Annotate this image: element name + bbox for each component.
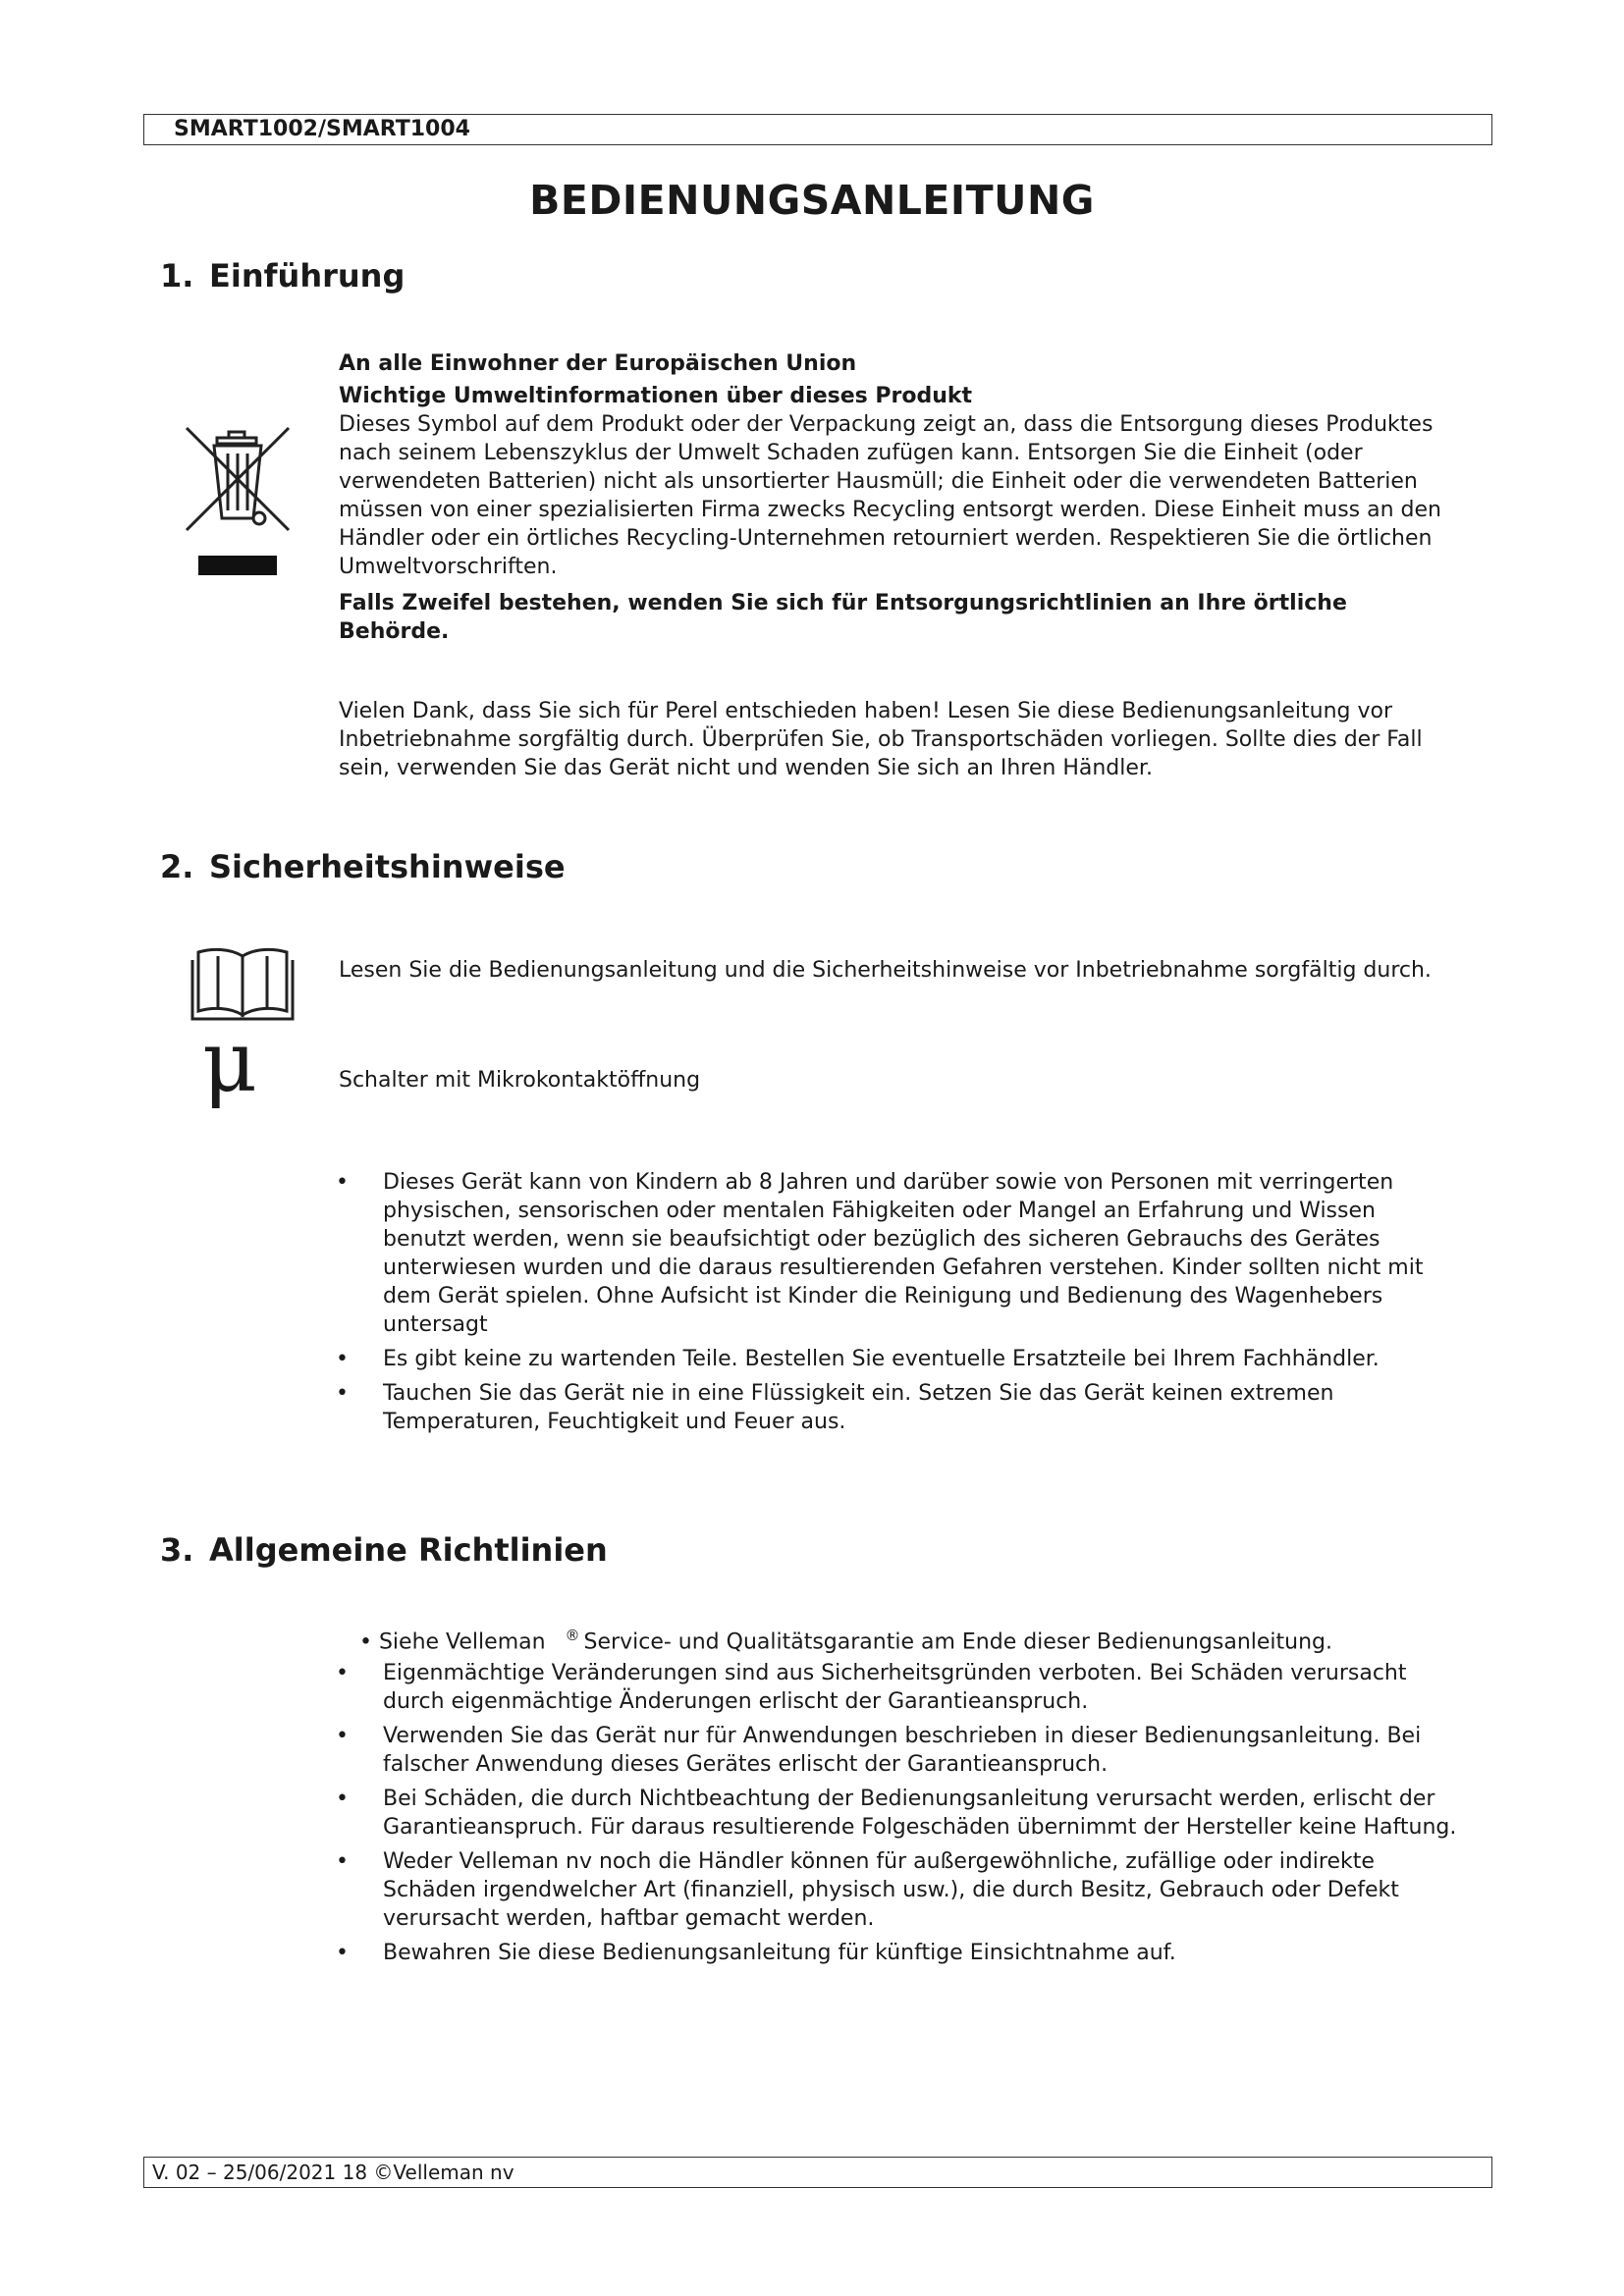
weee-bin-icon [185, 424, 297, 579]
guidelines-bullet-list [334, 1659, 1463, 1973]
bullet-icon: • [336, 1724, 349, 1748]
page-footer [143, 2157, 1492, 2188]
section-3-title: Allgemeine Richtlinien [209, 1531, 608, 1569]
list-item-text: Weder Velleman nv noch die Händler können für außergewöhnliche, zufällige oder indirekte Schäden irgendwelcher Art (finanziell, physisch usw.), die durch Besitz, Gebrauch oder Defekt verursacht werden, haftbar gemacht werden. [383, 1849, 1399, 1931]
list-item [334, 1722, 1463, 1779]
list-item [334, 1168, 1463, 1339]
bullet-icon: • [336, 1170, 349, 1195]
section-1-heading [160, 257, 405, 294]
registered-mark: ® [565, 1627, 580, 1644]
section-1-number: 1. [160, 257, 194, 294]
bullet-icon: • [336, 1849, 349, 1874]
list-item [334, 1659, 1463, 1716]
thanks-block [339, 697, 1448, 782]
read-manual-block [339, 956, 1448, 985]
list-item-text: Bewahren Sie diese Bedienungsanleitung für künftige Einsichtnahme auf. [383, 1941, 1176, 1965]
section-1-title: Einführung [209, 257, 406, 294]
list-item-text: Dieses Gerät kann von Kindern ab 8 Jahren und darüber sowie von Personen mit verringerten physischen, sensorischen oder mentalen Fähigkeiten oder Mangel an Erfahrung und Wissen benutzt werden, wenn sie beaufsichtigt oder bezüglich des sicheren Gebrauchs des Gerätes unterwiesen wurden und die daraus resultierenden Gefahren verstehen. Kinder sollten nicht mit dem Gerät spielen. Ohne Aufsicht ist Kinder die Reinigung und Bedienung des Wagenhebers untersagt [383, 1170, 1424, 1337]
list-item [334, 1785, 1463, 1842]
list-item-text: Verwenden Sie das Gerät nur für Anwendungen beschrieben in dieser Bedienungsanleitung. Bei falscher Anwendung dieses Gerätes erlischt der Garantieanspruch. [383, 1724, 1422, 1777]
thanks-text: Vielen Dank, dass Sie sich für Perel entschieden haben! Lesen Sie diese Bedienungsanleitung vor Inbetriebnahme sorgfältig durch. Überprüfen Sie, ob Transportschäden vorliegen. Sollte dies der Fall sein, verwenden Sie das Gerät nicht und wenden Sie sich an Ihren Händler. [339, 699, 1423, 780]
document-title: BEDIENUNGSANLEITUNG [529, 177, 1095, 224]
list-item [334, 1847, 1463, 1933]
section-3-number: 3. [160, 1531, 194, 1569]
bullet-icon: • [336, 1381, 349, 1406]
list-item [334, 1345, 1463, 1373]
safety-bullet-list [334, 1168, 1463, 1442]
section-2-title: Sicherheitshinweise [209, 848, 566, 885]
micro-switch-block [339, 1066, 1448, 1095]
eu-heading: An alle Einwohner der Europäischen Union [339, 351, 857, 376]
environment-heading: Wichtige Umweltinformationen über dieses Produkt [339, 384, 973, 408]
list-item-text: Eigenmächtige Veränderungen sind aus Sicherheitsgründen verboten. Bei Schäden verursacht durch eigenmächtige Änderungen erlischt der Garantieanspruch. [383, 1661, 1407, 1714]
bullet-icon: • [336, 1661, 349, 1685]
bullet-icon: • [336, 1347, 349, 1371]
page-header [143, 114, 1492, 145]
section-2-number: 2. [160, 848, 194, 885]
list-item-text: Bei Schäden, die durch Nichtbeachtung der Bedienungsanleitung verursacht werden, erlischt der Garantieanspruch. Für daraus resultierende Folgeschäden übernimmt der Hersteller keine Haftung. [383, 1787, 1457, 1840]
warranty-reference [359, 1622, 1332, 1656]
list-item-text: Tauchen Sie das Gerät nie in eine Flüssigkeit ein. Setzen Sie das Gerät keinen extremen Temperaturen, Feuchtigkeit und Feuer aus. [383, 1381, 1334, 1434]
weee-info-block [339, 349, 1448, 646]
read-manual-text: Lesen Sie die Bedienungsanleitung und die Sicherheitshinweise vor Inbetriebnahme sorgfältig durch. [339, 958, 1432, 983]
section-2-heading [160, 848, 566, 885]
micro-switch-text: Schalter mit Mikrokontaktöffnung [339, 1068, 701, 1093]
model-name: SMART1002/SMART1004 [174, 117, 470, 141]
read-manual-book-icon [189, 942, 297, 1023]
list-item [334, 1939, 1463, 1967]
environment-text: Dieses Symbol auf dem Produkt oder der Verpackung zeigt an, dass die Entsorgung dieses Produktes nach seinem Lebenszyklus der Umwelt Schaden zufügen kann. Entsorgen Sie die Einheit (oder verwendeten Batterien) nicht als unsortierter Hausmüll; die Einheit oder die verwendeten Batterien müssen von einer spezialisierten Firma zwecks Recycling entsorgt werden. Diese Einheit muss an den Händler oder ein örtliches Recycling-Unternehmen retourniert werden. Respektieren Sie die örtlichen Umweltvorschriften. [339, 412, 1441, 579]
warranty-prefix: • Siehe Velleman [359, 1629, 546, 1655]
footer-text: V. 02 – 25/06/2021 18 ©Velleman nv [152, 2161, 514, 2184]
bullet-icon: • [336, 1941, 349, 1965]
doubt-notice: Falls Zweifel bestehen, wenden Sie sich für Entsorgungsrichtlinien an Ihre örtliche Behörde. [339, 591, 1347, 644]
list-item-text: Es gibt keine zu wartenden Teile. Bestellen Sie eventuelle Ersatzteile bei Ihrem Fachhändler. [383, 1347, 1380, 1371]
micro-contact-switch-icon: μ [202, 1013, 257, 1111]
warranty-suffix: Service- und Qualitätsgarantie am Ende dieser Bedienungsanleitung. [583, 1629, 1333, 1655]
section-3-heading [160, 1531, 608, 1569]
bullet-icon: • [336, 1787, 349, 1811]
list-item [334, 1379, 1463, 1436]
